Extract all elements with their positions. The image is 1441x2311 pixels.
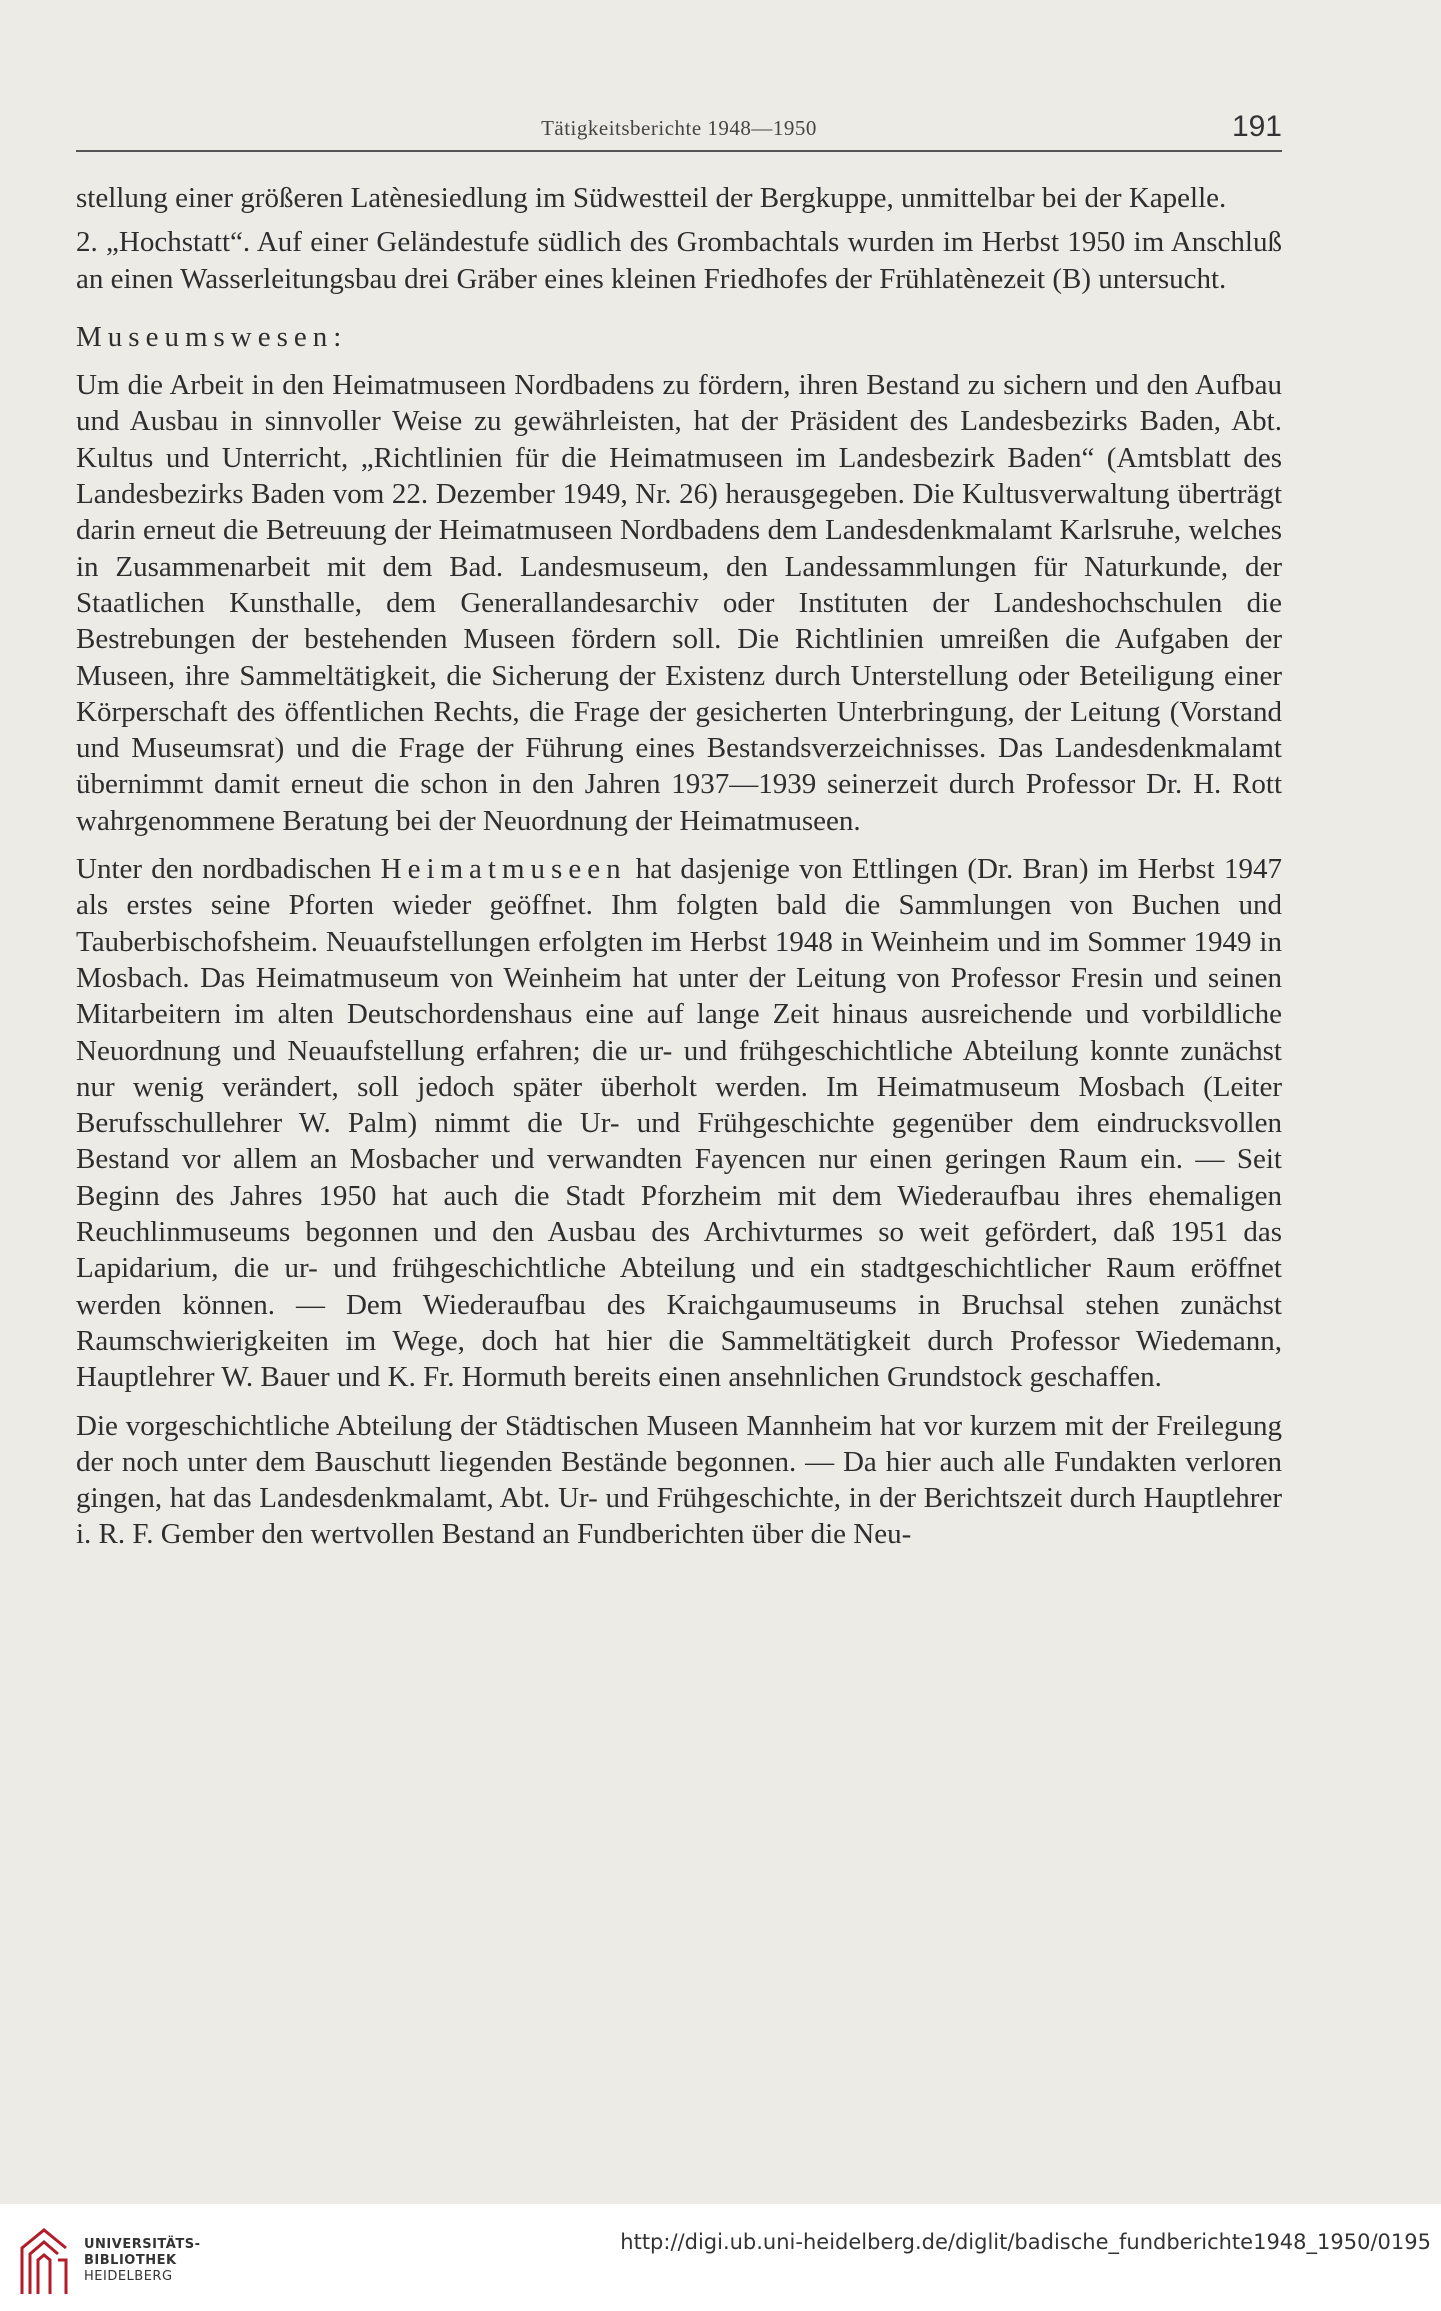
- body-text: [76, 180, 1282, 1553]
- emphasis-heimatmuseen: Heimatmuseen: [380, 853, 627, 886]
- paragraph-2: 2. „Hochstatt“. Auf einer Geländestufe südlich des Grombachtals wurden im Herbst 1950 im Anschluß an einen Wasserleitungsbau drei Gräber eines kleinen Friedhofes der Frühlatènezeit (B) untersucht.: [76, 226, 1282, 295]
- section-heading: Museumswesen:: [76, 320, 348, 353]
- footer-bar: [0, 2204, 1441, 2311]
- paragraph-4-rest: hat dasjenige von Ettlingen (Dr. Bran) im Herbst 1947 als erstes seine Pforten wieder geöffnet. Ihm folgten bald die Sammlungen von Buchen und Tauberbischofsheim. Neuaufstellungen erfolgten im Herbst 1948 in Weinheim und im Sommer 1949 in Mosbach. Das Heimatmuseum von Weinheim hat unter der Leitung von Professor Fresin und seinen Mitarbeitern im alten Deutschordenshaus eine auf lange Zeit hinaus ausreichende und vorbildliche Neuordnung und Neuaufstellung erfahren; die ur- und frühgeschichtliche Abteilung konnte zunächst nur wenig verändert, soll jedoch später überholt werden. Im Heimatmuseum Mosbach (Leiter Berufsschullehrer W. Palm) nimmt die Ur- und Frühgeschichte gegenüber dem eindrucksvollen Bestand vor allem an Mosbacher und verwandten Fayencen nur einen geringen Raum ein. — Seit Beginn des Jahres 1950 hat auch die Stadt Pforzheim mit dem Wiederaufbau ihres ehemaligen Reuchlinmuseums begonnen und den Ausbau des Archivturmes so weit gefördert, daß 1951 das Lapidarium, die ur- und frühgeschichtliche Abteilung und ein stadtgeschichtlicher Raum eröffnet werden können. — Dem Wiederaufbau des Kraichgaumuseums in Bruchsal stehen zunächst Raumschwierigkeiten im Wege, doch hat hier die Sammeltätigkeit durch Professor Wiedemann, Hauptlehrer W. Bauer und K. Fr. Hormuth bereits einen ansehnlichen Grundstock geschaffen.: [76, 853, 1283, 1394]
- page-number: 191: [1231, 110, 1282, 143]
- running-title: Tätigkeitsberichte 1948—1950: [541, 116, 817, 140]
- paragraph-4-lead: Unter den nordbadischen: [76, 853, 381, 886]
- paragraph-5: Die vorgeschichtliche Abteilung der Städtischen Museen Mannheim hat vor kurzem mit der Freilegung der noch unter dem Bauschutt liegenden Bestände begonnen. — Da hier auch alle Fundakten verloren gingen, hat das Landesdenkmalamt, Abt. Ur- und Frühgeschichte, in der Berichtszeit durch Hauptlehrer i. R. F. Gember den wertvollen Bestand an Fundberichten über die Neu-: [76, 1409, 1282, 1551]
- running-header: [76, 104, 1282, 152]
- ub-heidelberg-logo-icon: [16, 2224, 72, 2296]
- library-line-3: HEIDELBERG: [84, 2269, 173, 2284]
- paragraph-1: stellung einer größeren Latènesiedlung im Südwestteil der Bergkuppe, unmittelbar bei der Kapelle.: [76, 182, 1227, 214]
- logo-strokes: [22, 2230, 66, 2294]
- library-name: [84, 2237, 200, 2285]
- source-url-link[interactable]: http://digi.ub.uni-heidelberg.de/diglit/badische_fundberichte1948_1950/0195: [620, 2230, 1431, 2254]
- library-line-1: UNIVERSITÄTS-: [84, 2237, 201, 2252]
- paragraph-4: [76, 851, 1282, 1395]
- library-line-2: BIBLIOTHEK: [84, 2253, 177, 2268]
- paragraph-3: Um die Arbeit in den Heimatmuseen Nordbadens zu fördern, ihren Bestand zu sichern und den Aufbau und Ausbau in sinnvoller Weise zu gewährleisten, hat der Präsident des Landesbezirks Baden, Abt. Kultus und Unterricht, „Richtlinien für die Heimatmuseen im Landesbezirk Baden“ (Amtsblatt des Landesbezirks Baden vom 22. Dezember 1949, Nr. 26) herausgegeben. Die Kultusverwaltung überträgt darin erneut die Betreuung der Heimatmuseen Nordbadens dem Landesdenkmalamt Karlsruhe, welches in Zusammenarbeit mit dem Bad. Landesmuseum, den Landessammlungen für Naturkunde, der Staatlichen Kunsthalle, dem Generallandesarchiv oder Instituten der Landeshochschulen die Bestrebungen der bestehenden Museen fördern soll. Die Richtlinien umreißen die Aufgaben der Museen, ihre Sammeltätigkeit, die Sicherung der Existenz durch Unterstellung oder Beteiligung einer Körperschaft des öffentlichen Rechts, die Frage der gesicherten Unterbringung, der Leitung (Vorstand und Museumsrat) und die Frage der Führung eines Bestandsverzeichnisses. Das Landesdenkmalamt übernimmt damit erneut die schon in den Jahren 1937—1939 seinerzeit durch Professor Dr. H. Rott wahrgenommene Beratung bei der Neuordnung der Heimatmuseen.: [76, 369, 1282, 837]
